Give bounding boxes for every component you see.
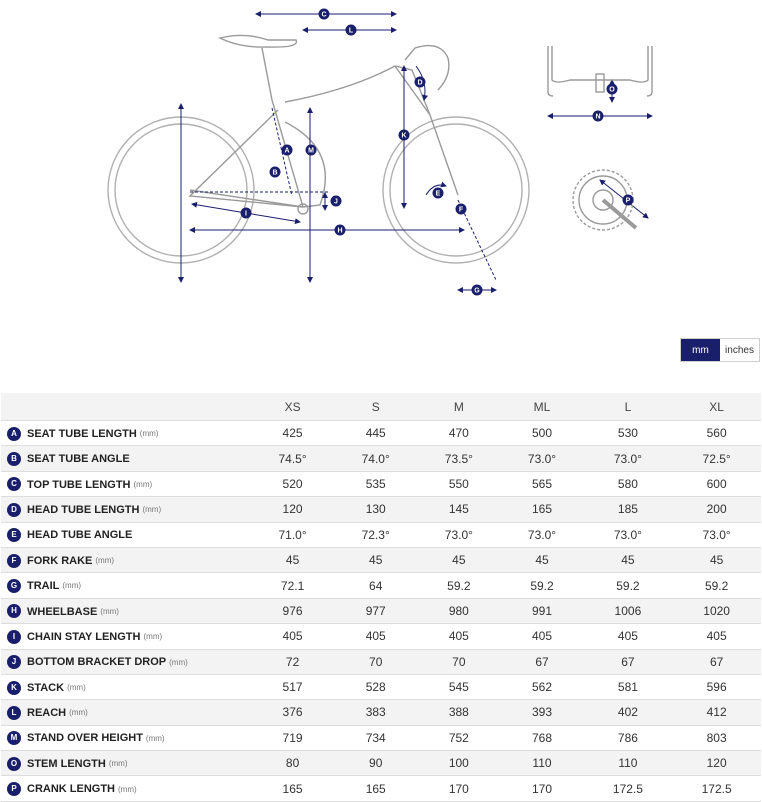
table-cell: 734	[334, 725, 417, 750]
table-row	[1, 547, 761, 572]
table-cell: 388	[417, 700, 500, 725]
table-row	[1, 471, 761, 496]
table-cell: 596	[672, 674, 761, 699]
table-row	[1, 700, 761, 725]
table-cell: 70	[417, 649, 500, 674]
dimension-badges	[241, 9, 634, 296]
table-cell: 200	[672, 497, 761, 522]
row-name: TOP TUBE LENGTH	[27, 478, 131, 491]
table-cell: 45	[334, 547, 417, 572]
table-cell: 165	[334, 776, 417, 801]
table-cell: 383	[334, 700, 417, 725]
table-cell: 405	[500, 624, 583, 649]
table-cell: 71.0°	[251, 522, 334, 547]
row-unit: (mm)	[142, 505, 162, 515]
table-cell: 565	[500, 471, 583, 496]
table-row	[1, 649, 761, 674]
row-badge: C	[7, 477, 21, 491]
row-unit: (mm)	[62, 581, 82, 591]
table-row	[1, 421, 761, 446]
table-cell: 528	[334, 674, 417, 699]
table-cell: 376	[251, 700, 334, 725]
row-name: SEAT TUBE LENGTH	[27, 427, 137, 440]
table-row	[1, 624, 761, 649]
table-cell: 73.0°	[672, 522, 761, 547]
table-cell: 45	[500, 547, 583, 572]
badge-label-g: G	[474, 287, 480, 295]
row-name: STAND OVER HEIGHT	[27, 732, 143, 745]
row-badge: O	[7, 757, 21, 771]
row-badge: J	[7, 655, 21, 669]
table-cell: 786	[584, 725, 673, 750]
row-unit: (mm)	[69, 708, 88, 718]
table-cell: 560	[672, 421, 761, 446]
row-label	[1, 421, 251, 446]
table-row	[1, 776, 761, 801]
badge-label-e: E	[435, 190, 441, 198]
badge-label-h: H	[337, 227, 343, 235]
row-label	[1, 598, 251, 623]
badge-label-a: A	[284, 147, 290, 155]
row-name: TRAIL	[27, 579, 60, 592]
badge-label-i: I	[245, 210, 247, 218]
table-cell: 500	[500, 421, 583, 446]
table-cell: 445	[334, 421, 417, 446]
table-cell: 72	[251, 649, 334, 674]
table-cell: 393	[500, 700, 583, 725]
table-row	[1, 573, 761, 598]
table-header-row	[1, 393, 761, 421]
table-cell: 405	[251, 624, 334, 649]
size-header-m: M	[417, 393, 500, 421]
table-cell: 145	[417, 497, 500, 522]
table-cell: 80	[251, 751, 334, 776]
table-cell: 45	[672, 547, 761, 572]
handlebar-detail	[548, 46, 652, 96]
table-row	[1, 522, 761, 547]
table-cell: 74.5°	[251, 446, 334, 471]
table-cell: 405	[584, 624, 673, 649]
badge-label-f: F	[458, 206, 464, 214]
row-name: CHAIN STAY LENGTH	[27, 630, 141, 643]
table-cell: 1020	[672, 598, 761, 623]
row-badge: A	[7, 427, 21, 441]
table-cell: 100	[417, 751, 500, 776]
table-cell: 73.0°	[584, 522, 673, 547]
table-cell: 59.2	[500, 573, 583, 598]
table-cell: 73.5°	[417, 446, 500, 471]
row-badge: H	[7, 604, 21, 618]
row-label	[1, 674, 251, 699]
badge-label-j: J	[334, 198, 338, 206]
bike-geometry-diagram	[0, 0, 762, 300]
row-label	[1, 522, 251, 547]
size-header-l: L	[584, 393, 673, 421]
table-cell: 402	[584, 700, 673, 725]
table-row	[1, 674, 761, 699]
size-header-ml: ML	[500, 393, 583, 421]
table-cell: 562	[500, 674, 583, 699]
table-cell: 74.0°	[334, 446, 417, 471]
unit-inches-button[interactable]: inches	[720, 339, 759, 361]
table-cell: 110	[500, 751, 583, 776]
table-cell: 73.0°	[500, 522, 583, 547]
size-header-xl: XL	[672, 393, 761, 421]
table-cell: 120	[672, 751, 761, 776]
table-cell: 64	[334, 573, 417, 598]
row-label	[1, 751, 251, 776]
row-badge: L	[7, 706, 21, 720]
table-cell: 45	[251, 547, 334, 572]
row-badge: I	[7, 630, 21, 644]
unit-toggle	[680, 338, 760, 362]
row-badge: P	[7, 782, 21, 796]
table-cell: 425	[251, 421, 334, 446]
row-label	[1, 624, 251, 649]
table-cell: 59.2	[584, 573, 673, 598]
row-label	[1, 446, 251, 471]
table-cell: 405	[672, 624, 761, 649]
row-unit: (mm)	[143, 632, 163, 642]
row-unit: (mm)	[169, 657, 188, 667]
table-cell: 803	[672, 725, 761, 750]
table-row	[1, 598, 761, 623]
badge-label-o: O	[609, 86, 615, 94]
row-unit: (mm)	[133, 479, 153, 489]
row-label	[1, 725, 251, 750]
row-label	[1, 573, 251, 598]
row-badge: M	[7, 731, 21, 745]
size-header-s: S	[334, 393, 417, 421]
badge-label-b: B	[272, 169, 278, 177]
row-name: REACH	[27, 706, 67, 719]
row-name: STACK	[27, 681, 65, 694]
table-cell: 73.0°	[417, 522, 500, 547]
table-cell: 165	[251, 776, 334, 801]
table-cell: 110	[584, 751, 673, 776]
row-label	[1, 776, 251, 801]
table-cell: 581	[584, 674, 673, 699]
table-cell: 90	[334, 751, 417, 776]
table-cell: 412	[672, 700, 761, 725]
row-unit: (mm)	[145, 733, 165, 743]
table-cell: 72.5°	[672, 446, 761, 471]
table-cell: 170	[500, 776, 583, 801]
table-cell: 976	[251, 598, 334, 623]
row-unit: (mm)	[100, 606, 119, 616]
table-cell: 45	[417, 547, 500, 572]
unit-mm-button[interactable]: mm	[681, 339, 720, 361]
table-cell: 59.2	[417, 573, 500, 598]
table-cell: 517	[251, 674, 334, 699]
table-cell: 70	[334, 649, 417, 674]
table-cell: 1006	[584, 598, 673, 623]
table-cell: 535	[334, 471, 417, 496]
table-cell: 172.5	[672, 776, 761, 801]
row-name: FORK RAKE	[27, 554, 93, 567]
row-unit: (mm)	[108, 759, 128, 769]
row-name: HEAD TUBE LENGTH	[27, 503, 140, 516]
row-name: SEAT TUBE ANGLE	[27, 453, 130, 465]
size-header-xs: XS	[251, 393, 334, 421]
badge-label-l: L	[348, 27, 354, 35]
row-badge: D	[7, 503, 21, 517]
geometry-table	[1, 393, 761, 802]
table-cell: 768	[500, 725, 583, 750]
table-cell: 550	[417, 471, 500, 496]
row-name: BOTTOM BRACKET DROP	[27, 656, 167, 669]
table-cell: 405	[334, 624, 417, 649]
table-row	[1, 446, 761, 471]
table-cell: 165	[500, 497, 583, 522]
badge-label-n: N	[595, 113, 601, 121]
row-badge: E	[7, 528, 21, 542]
bike-frame	[190, 35, 458, 214]
table-cell: 185	[584, 497, 673, 522]
row-badge: F	[7, 554, 21, 568]
table-row	[1, 751, 761, 776]
table-cell: 600	[672, 471, 761, 496]
row-label	[1, 547, 251, 572]
table-cell: 545	[417, 674, 500, 699]
badge-label-c: C	[321, 11, 327, 19]
dimension-lines	[181, 11, 652, 290]
row-name: WHEELBASE	[27, 605, 98, 618]
table-cell: 530	[584, 421, 673, 446]
badge-label-d: D	[417, 79, 423, 87]
table-cell: 172.5	[584, 776, 673, 801]
row-name: CRANK LENGTH	[27, 783, 115, 796]
row-badge: B	[7, 452, 21, 466]
row-unit: (mm)	[118, 784, 137, 794]
table-cell: 980	[417, 598, 500, 623]
badge-label-k: K	[401, 132, 407, 140]
row-badge: K	[7, 681, 21, 695]
table-cell: 67	[672, 649, 761, 674]
row-label	[1, 649, 251, 674]
badge-label-m: M	[308, 147, 314, 155]
table-row	[1, 497, 761, 522]
table-cell: 72.3°	[334, 522, 417, 547]
row-label	[1, 497, 251, 522]
table-cell: 991	[500, 598, 583, 623]
row-name: HEAD TUBE ANGLE	[27, 529, 133, 542]
row-unit: (mm)	[67, 683, 86, 693]
table-cell: 405	[417, 624, 500, 649]
table-cell: 580	[584, 471, 673, 496]
table-cell: 45	[584, 547, 673, 572]
row-label	[1, 700, 251, 725]
table-cell: 72.1	[251, 573, 334, 598]
table-cell: 130	[334, 497, 417, 522]
table-cell: 120	[251, 497, 334, 522]
table-cell: 170	[417, 776, 500, 801]
row-label	[1, 471, 251, 496]
geometry-table-body	[1, 421, 761, 802]
table-cell: 719	[251, 725, 334, 750]
table-cell: 470	[417, 421, 500, 446]
row-unit: (mm)	[139, 429, 159, 439]
table-cell: 59.2	[672, 573, 761, 598]
table-cell: 752	[417, 725, 500, 750]
row-name: STEM LENGTH	[27, 757, 106, 770]
table-row	[1, 725, 761, 750]
table-cell: 520	[251, 471, 334, 496]
badge-label-p: P	[625, 197, 631, 205]
header-label-column	[1, 393, 251, 421]
row-unit: (mm)	[95, 556, 115, 566]
row-badge: G	[7, 579, 21, 593]
table-cell: 67	[584, 649, 673, 674]
table-cell: 67	[500, 649, 583, 674]
table-cell: 73.0°	[584, 446, 673, 471]
table-cell: 73.0°	[500, 446, 583, 471]
table-cell: 977	[334, 598, 417, 623]
